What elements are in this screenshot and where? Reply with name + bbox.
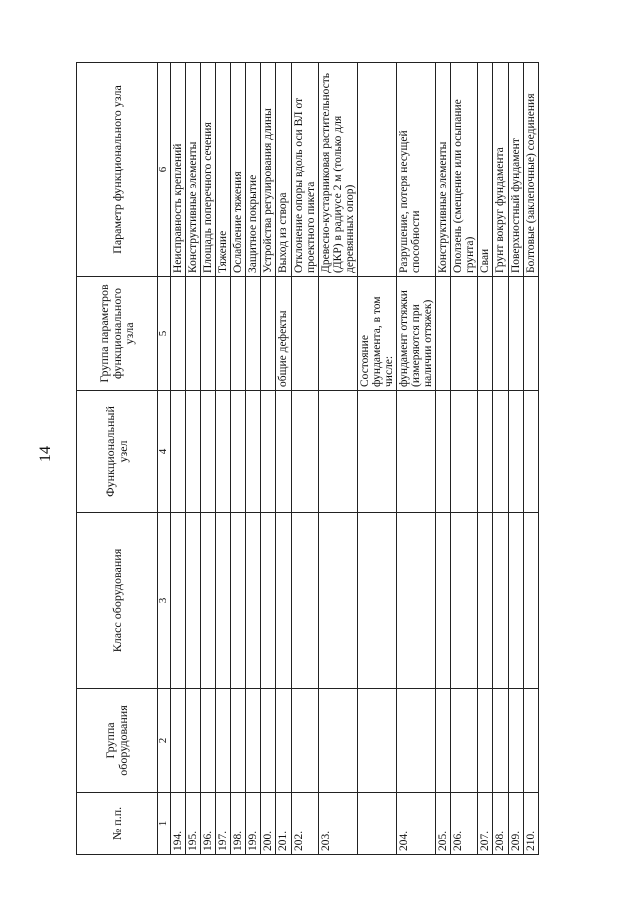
header-functional-node: Функциональный узел — [77, 391, 158, 513]
equipment-group-cell — [201, 689, 216, 793]
column-number: 2 — [158, 689, 171, 793]
equipment-class-cell — [318, 513, 357, 689]
parameter-cell: Поверхностный фундамент — [508, 63, 523, 277]
row-number: 206. — [451, 793, 478, 855]
parameter-group-cell — [451, 277, 478, 391]
equipment-group-cell — [291, 689, 318, 793]
functional-node-cell — [436, 391, 451, 513]
column-number-row — [158, 63, 171, 855]
functional-node-cell — [261, 391, 276, 513]
table-row — [318, 63, 357, 855]
parameter-cell: Тяжение — [216, 63, 231, 277]
header-num: № п.п. — [77, 793, 158, 855]
parameter-group-cell — [523, 277, 538, 391]
parameter-cell: Оползень (смещение или осыпание грунта) — [451, 63, 478, 277]
equipment-group-cell — [261, 689, 276, 793]
page-number: 14 — [37, 446, 54, 462]
equipment-parameters-table — [76, 62, 539, 855]
table-container — [76, 63, 560, 855]
row-number: 207. — [478, 793, 493, 855]
functional-node-cell — [246, 391, 261, 513]
equipment-group-cell — [523, 689, 538, 793]
equipment-group-cell — [186, 689, 201, 793]
equipment-group-cell — [171, 689, 186, 793]
row-number: 200. — [261, 793, 276, 855]
equipment-group-cell — [436, 689, 451, 793]
row-number: 198. — [231, 793, 246, 855]
table-row — [201, 63, 216, 855]
parameter-group-cell: Состояние фундамента, в том числе: — [357, 277, 396, 391]
header-equipment-class: Класс оборудования — [77, 513, 158, 689]
row-number: 202. — [291, 793, 318, 855]
parameter-group-cell — [231, 277, 246, 391]
equipment-class-cell — [171, 513, 186, 689]
parameter-cell: Сваи — [478, 63, 493, 277]
functional-node-cell — [171, 391, 186, 513]
functional-node-cell — [291, 391, 318, 513]
row-number: 201. — [276, 793, 291, 855]
equipment-group-cell — [276, 689, 291, 793]
functional-node-cell — [357, 391, 396, 513]
header-parameter-group: Группа параметров функционального узла — [77, 277, 158, 391]
equipment-group-cell — [246, 689, 261, 793]
equipment-group-cell — [508, 689, 523, 793]
parameter-cell: Конструктивные элементы — [436, 63, 451, 277]
functional-node-cell — [451, 391, 478, 513]
row-number: 196. — [201, 793, 216, 855]
parameter-cell: Отклонение опоры вдоль оси ВЛ от проектного пикета — [291, 63, 318, 277]
equipment-class-cell — [186, 513, 201, 689]
table-row — [508, 63, 523, 855]
table-row — [171, 63, 186, 855]
column-number: 5 — [158, 277, 171, 391]
equipment-class-cell — [261, 513, 276, 689]
parameter-group-cell: фундамент оттяжки (измеряются при наличии оттяжек) — [397, 277, 436, 391]
parameter-cell: Конструктивные элементы — [186, 63, 201, 277]
parameter-group-cell — [291, 277, 318, 391]
table-row — [357, 63, 396, 855]
parameter-group-cell — [478, 277, 493, 391]
equipment-class-cell — [276, 513, 291, 689]
equipment-class-cell — [397, 513, 436, 689]
parameter-group-cell — [216, 277, 231, 391]
row-number: 194. — [171, 793, 186, 855]
parameter-group-cell — [318, 277, 357, 391]
parameter-group-cell — [493, 277, 508, 391]
functional-node-cell — [397, 391, 436, 513]
parameter-group-cell — [246, 277, 261, 391]
table-row — [186, 63, 201, 855]
equipment-group-cell — [493, 689, 508, 793]
equipment-class-cell — [291, 513, 318, 689]
parameter-cell — [357, 63, 396, 277]
functional-node-cell — [201, 391, 216, 513]
column-number: 6 — [158, 63, 171, 277]
functional-node-cell — [186, 391, 201, 513]
table-row — [231, 63, 246, 855]
equipment-class-cell — [478, 513, 493, 689]
parameter-cell: Болтовые (заклепочные) соединения — [523, 63, 538, 277]
equipment-class-cell — [493, 513, 508, 689]
parameter-cell: Грунт вокруг фундамента — [493, 63, 508, 277]
parameter-cell: Разрушение, потеря несущей способности — [397, 63, 436, 277]
table-row — [397, 63, 436, 855]
table-row — [478, 63, 493, 855]
row-number: 199. — [246, 793, 261, 855]
parameter-group-cell — [201, 277, 216, 391]
equipment-class-cell — [201, 513, 216, 689]
parameter-cell: Защитное покрытие — [246, 63, 261, 277]
functional-node-cell — [318, 391, 357, 513]
equipment-class-cell — [246, 513, 261, 689]
equipment-class-cell — [451, 513, 478, 689]
parameter-cell: Неисправность креплений — [171, 63, 186, 277]
parameter-group-cell — [261, 277, 276, 391]
functional-node-cell — [523, 391, 538, 513]
row-number: 209. — [508, 793, 523, 855]
parameter-cell: Древесно-кустарниковая растительность (ДКР) в радиусе 2 м (только для деревянных опор) — [318, 63, 357, 277]
equipment-group-cell — [231, 689, 246, 793]
equipment-group-cell — [397, 689, 436, 793]
column-number: 4 — [158, 391, 171, 513]
table-header-row — [77, 63, 158, 855]
parameter-cell: Площадь поперечного сечения — [201, 63, 216, 277]
table-row — [276, 63, 291, 855]
equipment-group-cell — [216, 689, 231, 793]
column-number: 3 — [158, 513, 171, 689]
table-row — [523, 63, 538, 855]
parameter-cell: Устройства регулирования длины — [261, 63, 276, 277]
equipment-group-cell — [451, 689, 478, 793]
equipment-class-cell — [216, 513, 231, 689]
row-number — [357, 793, 396, 855]
row-number: 204. — [397, 793, 436, 855]
parameter-group-cell — [436, 277, 451, 391]
parameter-group-cell: общие дефекты — [276, 277, 291, 391]
functional-node-cell — [478, 391, 493, 513]
functional-node-cell — [276, 391, 291, 513]
parameter-cell: Выход из створа — [276, 63, 291, 277]
header-equipment-group: Группа оборудования — [77, 689, 158, 793]
functional-node-cell — [493, 391, 508, 513]
table-row — [246, 63, 261, 855]
row-number: 210. — [523, 793, 538, 855]
equipment-class-cell — [436, 513, 451, 689]
equipment-class-cell — [508, 513, 523, 689]
column-number: 1 — [158, 793, 171, 855]
equipment-class-cell — [523, 513, 538, 689]
table-row — [451, 63, 478, 855]
table-row — [291, 63, 318, 855]
functional-node-cell — [231, 391, 246, 513]
table-row — [261, 63, 276, 855]
functional-node-cell — [216, 391, 231, 513]
parameter-group-cell — [508, 277, 523, 391]
parameter-group-cell — [171, 277, 186, 391]
row-number: 208. — [493, 793, 508, 855]
row-number: 203. — [318, 793, 357, 855]
table-row — [493, 63, 508, 855]
equipment-class-cell — [357, 513, 396, 689]
parameter-cell: Ослабление тяжения — [231, 63, 246, 277]
row-number: 195. — [186, 793, 201, 855]
header-parameter: Параметр функционального узла — [77, 63, 158, 277]
functional-node-cell — [508, 391, 523, 513]
parameter-group-cell — [186, 277, 201, 391]
equipment-group-cell — [357, 689, 396, 793]
equipment-group-cell — [318, 689, 357, 793]
row-number: 205. — [436, 793, 451, 855]
row-number: 197. — [216, 793, 231, 855]
equipment-group-cell — [478, 689, 493, 793]
equipment-class-cell — [231, 513, 246, 689]
table-row — [216, 63, 231, 855]
table-row — [436, 63, 451, 855]
